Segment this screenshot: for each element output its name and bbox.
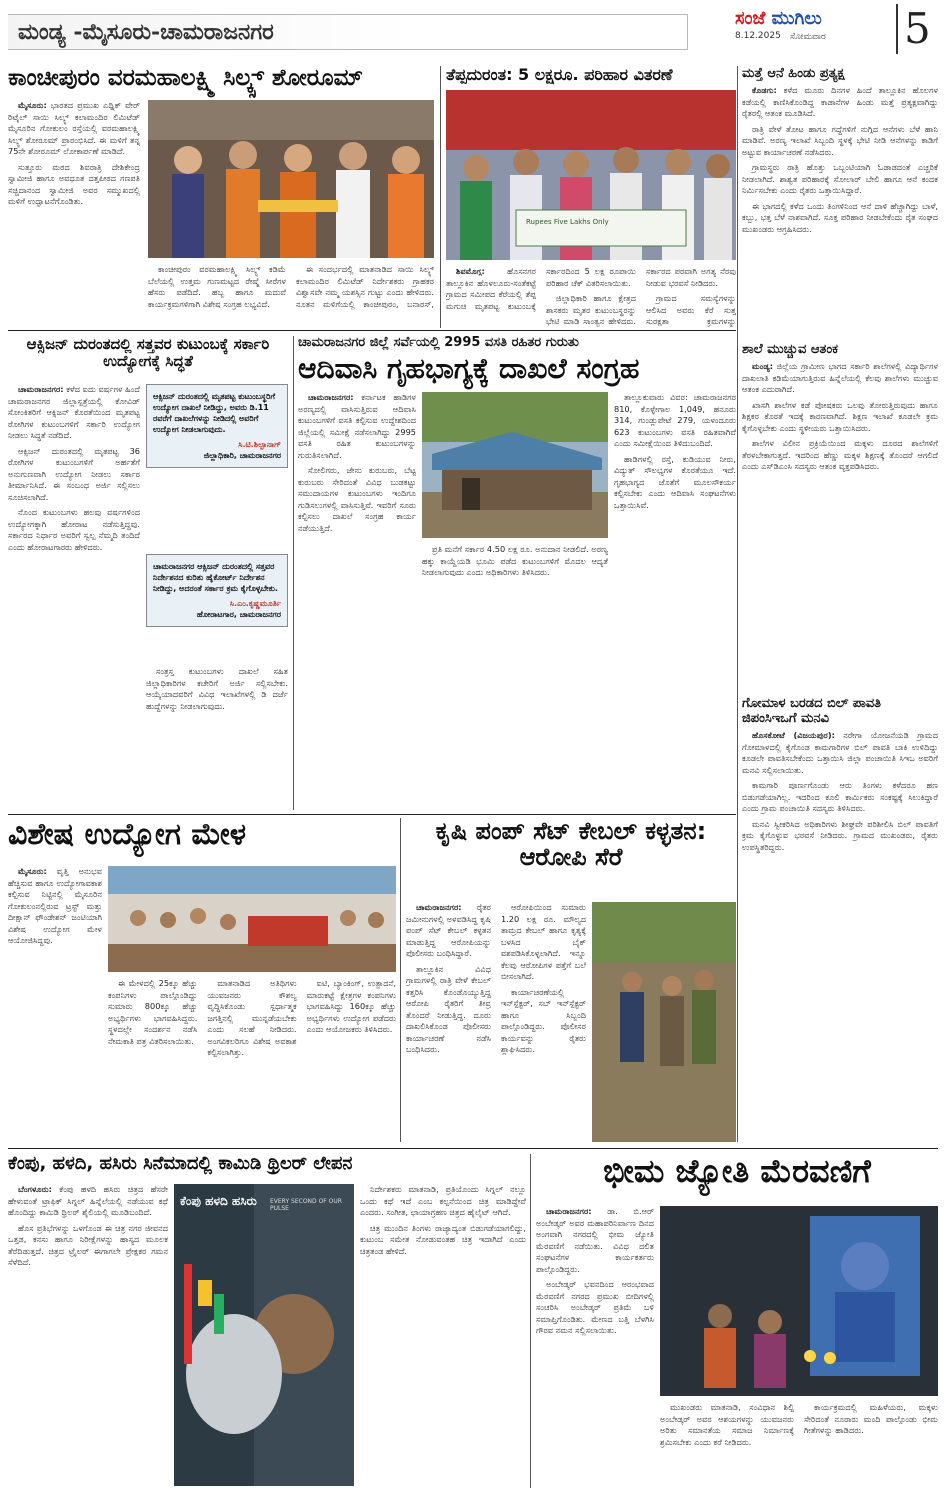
article-body-col2 <box>422 544 608 810</box>
article-photo <box>174 1184 354 1486</box>
body-paragraph: ಡಾ. ಬಿ.ಆರ್ ಅಂಬೇಡ್ಕರ್ ಅವರ ಮಹಾಪರಿನಿರ್ವಾಣ ದಿನದ ಅಂಗವಾಗಿ ನಗರದಲ್ಲಿ ಭೀಮ ಜ್ಯೋತಿ ಮೆರವಣಿಗೆ ನಡೆಯಿತು. ವಿವಿಧ ದಲಿತ ಸಂಘಟನೆಗಳ ಕಾರ್ಯಕರ್ತರು ಪಾಲ್ಗೊಂಡಿದ್ದರು. <box>536 1206 654 1274</box>
body-paragraph: ಸಂತ್ರಸ್ತ ಕುಟುಂಬಗಳು ದಾಖಲೆ ಸಹಿತ ಜಿಲ್ಲಾಧಿಕಾರಿಗಳ ಕಚೇರಿಗೆ ಅರ್ಜಿ ಸಲ್ಲಿಸಬೇಕು. ಆಯ್ಕೆಯಾದವರಿಗೆ ವಿವಿಧ ಇಲಾಖೆಗಳಲ್ಲಿ ಡಿ ದರ್ಜೆ ಹುದ್ದೆಗಳನ್ನು ನೀಡಲಾಗುವುದು. <box>146 666 288 711</box>
brand-part1: ಸಂಜೆ <box>735 8 766 29</box>
article-headline: ಕೃಷಿ ಪಂಪ್ ಸೆಟ್ ಕೇಬಲ್ ಕಳ್ಳತನ: ಆರೋಪಿ ಸೆರೆ <box>435 818 707 872</box>
body-paragraph: ಜಿಲ್ಲೆಯ ಗ್ರಾಮೀಣ ಭಾಗದ ಸರ್ಕಾರಿ ಶಾಲೆಗಳಲ್ಲಿ ವಿದ್ಯಾರ್ಥಿಗಳ ದಾಖಲಾತಿ ಕಡಿಮೆಯಾಗುತ್ತಿರುವ ಹಿನ್ನೆಲೆಯಲ್ಲಿ ಕೆಲವು ಶಾಲೆಗಳು ಮುಚ್ಚುವ ಆತಂಕ ಎದುರಾಗಿದೆ. <box>742 361 938 394</box>
article-bhima <box>536 1154 938 1488</box>
body-paragraph: ಕೆಂಪು ಹಳದಿ ಹಸಿರು ಚಿತ್ರದ ಹೆಸರೇ ಹೇಳುವಂತೆ ಟ್ರಾಫಿಕ್ ಸಿಗ್ನಲ್ ಹಿನ್ನೆಲೆಯಲ್ಲಿ ನಡೆಯುವ ಕಥೆ ಹೊಂದಿದ್ದು ಕಾಮಿಡಿ ಥ್ರಿಲರ್ ಶೈಲಿಯಲ್ಲಿ ಮೂಡಿಬಂದಿದೆ. <box>8 1184 168 1217</box>
article-kanchipuram <box>8 66 434 328</box>
quote-role: ಜಿಲ್ಲಾಧಿಕಾರಿ, ಚಾಮರಾಜನಗರ <box>203 451 281 460</box>
quote-box-activist <box>146 554 288 627</box>
issue-date: 8.12.2025 <box>735 31 781 41</box>
article-headline: ಕಾಂಚೀಪುರಂ ವರಮಹಾಲಕ್ಷ್ಮಿ ಸಿಲ್ಕ್ಸ್ ಶೋರೂಮ್ <box>8 66 363 91</box>
article-body-col1 <box>536 1206 654 1488</box>
column-divider <box>737 66 738 1142</box>
body-paragraph: ಕಾಮಗಾರಿ ಪೂರ್ಣಗೊಂಡು ಆರು ತಿಂಗಳು ಕಳೆದರೂ ಹಣ ಬಿಡುಗಡೆಯಾಗಿಲ್ಲ. ಇದರಿಂದ ಕೂಲಿ ಕಾರ್ಮಿಕರು ಸಂಕಷ್ಟಕ್ಕೆ ಸಿಲುಕಿದ್ದಾರೆ ಎಂದು ಗ್ರಾಮ ಪಂಚಾಯಿತಿ ಸದಸ್ಯರು ತಿಳಿಸಿದರು. <box>742 780 938 813</box>
article-headline: ಭೀಮ ಜ್ಯೋತಿ ಮೆರವಣಿಗೆ <box>603 1154 871 1190</box>
quote-name: ಸಿ.ಟಿ.ಶಿಲ್ಪಾನಾಗ್ <box>238 440 281 449</box>
body-paragraph: ಕರ್ನಾಟಕ ಹಾಡಿಗಳ ಅರಣ್ಯದಲ್ಲಿ ವಾಸಿಸುತ್ತಿರುವ ಆದಿವಾಸಿ ಕುಟುಂಬಗಳಿಗೆ ವಸತಿ ಕಲ್ಪಿಸುವ ಉದ್ದೇಶದಿಂದ ಜಿಲ್ಲೆಯಲ್ಲಿ ಸಮೀಕ್ಷೆ ನಡೆಸಲಾಗಿದ್ದು 2995 ವಸತಿ ರಹಿತ ಕುಟುಂಬಗಳನ್ನು ಗುರುತಿಸಲಾಗಿದೆ. <box>298 392 416 460</box>
article-body-col1 <box>8 384 140 810</box>
dateline: ಮಂಡ್ಯ: <box>752 361 774 371</box>
dateline: ಚಾಮರಾಜನಗರ: <box>416 902 462 912</box>
article-cinema <box>8 1154 526 1488</box>
article-photo <box>108 866 396 972</box>
article-photo <box>592 902 736 1142</box>
article-body <box>446 266 736 328</box>
article-school <box>742 342 938 686</box>
article-body-col1 <box>8 866 102 1142</box>
article-body-col1 <box>8 1184 168 1486</box>
body-paragraph: ರಾತ್ರಿ ವೇಳೆ ತೋಟ ಹಾಗೂ ಗದ್ದೆಗಳಿಗೆ ನುಗ್ಗಿದ ಆನೆಗಳು ಬೆಳೆ ಹಾನಿ ಮಾಡಿವೆ. ಅರಣ್ಯ ಇಲಾಖೆ ಸಿಬ್ಬಂದಿ ಸ್ಥಳಕ್ಕೆ ಭೇಟಿ ನೀಡಿ ಆನೆಗಳನ್ನು ಕಾಡಿಗೆ ಅಟ್ಟುವ ಕಾರ್ಯಾಚರಣೆ ನಡೆಸಿದರು. <box>742 123 938 157</box>
article-headline: ಆಕ್ಸಿಜನ್ ದುರಂತದಲ್ಲಿ ಸತ್ತವರ ಕುಟುಂಬಕ್ಕೆ ಸರ್ಕಾರಿ ಉದ್ಯೋಗಕ್ಕೆ ಸಿದ್ಧತೆ <box>26 336 270 370</box>
body-paragraph: ನೊಂದ ಕುಟುಂಬಗಳು ಹಲವು ವರ್ಷಗಳಿಂದ ಉದ್ಯೋಗಕ್ಕಾಗಿ ಹೋರಾಟ ನಡೆಸುತ್ತಿದ್ದವು. ಸರ್ಕಾರದ ನಿರ್ಧಾರ ಅವರಿಗೆ ಸ್ವಲ್ಪ ನೆಮ್ಮದಿ ತಂದಿದೆ ಎಂದು ಹೋರಾಟಗಾರರು ಹೇಳಿದರು. <box>8 507 140 552</box>
body-paragraph: ಕಾರ್ಯಾಚರಣೆಯಲ್ಲಿ ಇನ್‌ಸ್ಪೆಕ್ಟರ್, ಸಬ್ ಇನ್‌ಸ್ಪೆಕ್ಟರ್ ಹಾಗೂ ಸಿಬ್ಬಂದಿ ಪಾಲ್ಗೊಂಡಿದ್ದರು. ಪೊಲೀಸರ ಕಾರ್ಯವನ್ನು ರೈತರು ಶ್ಲಾಘಿಸಿದರು. <box>501 986 586 1054</box>
article-headline: ಮತ್ತೆ ಆನೆ ಹಿಂಡು ಪ್ರತ್ಯಕ್ಷ <box>742 66 845 81</box>
article-headline: ಆದಿವಾಸಿ ಗೃಹಭಾಗ್ಯಕ್ಕೆ ದಾಖಲೆ ಸಂಗ್ರಹ <box>298 352 640 386</box>
article-body-col3 <box>614 392 736 810</box>
article-body-col2 <box>660 1402 938 1488</box>
article-body-col2 <box>360 1184 526 1486</box>
article-headline: ಶಾಲೆ ಮುಚ್ಚುವ ಆತಂಕ <box>742 342 838 357</box>
row-divider <box>8 1148 938 1149</box>
dateline: ಕೊಡಗು: <box>752 85 777 95</box>
body-paragraph: ವೃತ್ತಿ ಅನುಭವ ಹೆಚ್ಚಿಸುವ ಹಾಗೂ ಉದ್ಯೋಗಾವಕಾಶ ಕಲ್ಪಿಸುವ ನಿಟ್ಟಿನಲ್ಲಿ ಮೈಸೂರಿನ ಗೋಕುಲಂನಲ್ಲಿರುವ ಟ್ರಸ್ಟ್ ಮತ್ತು ದೀಕ್ಷಾನ್ ಫೌಂಡೇಶನ್ ಜಂಟಿಯಾಗಿ ವಿಶೇಷ ಉದ್ಯೋಗ ಮೇಳ ಆಯೋಜಿಸಿದ್ದವು. <box>8 866 103 945</box>
body-paragraph: ಕಳೆದ ಐದು ವರ್ಷಗಳ ಹಿಂದೆ ಚಾಮರಾಜನಗರ ಜಿಲ್ಲಾಸ್ಪತ್ರೆಯಲ್ಲಿ ಕೋವಿಡ್ ಸೋಂಕಿತರಿಗೆ ಆಕ್ಸಿಜನ್ ಕೊರತೆಯಿಂದ ಮೃತಪಟ್ಟ ರೋಗಿಗಳ ಕುಟುಂಬಗಳಿಗೆ ಸರ್ಕಾರಿ ಉದ್ಯೋಗ ನೀಡಲು ಸಿದ್ಧತೆ ನಡೆದಿದೆ. <box>8 384 140 440</box>
body-paragraph: ಹೊಸನಗರ ತಾಲ್ಲೂಕಿನ ಹೊಳಲೂರು-ಸಂತೆಕಟ್ಟೆ ಗ್ರಾಮದ ಸಮೀಪದ ಕೆರೆಯಲ್ಲಿ ತೆಪ್ಪ ಮಗುಚಿ ಮೃತಪಟ್ಟ ಕುಟುಂಬಕ್ಕೆ ಸರ್ಕಾರದಿಂದ 5 ಲಕ್ಷ ರೂಪಾಯಿ ಪರಿಹಾರ ಚೆಕ್ ವಿತರಿಸಲಾಯಿತು. <box>446 266 636 311</box>
quote-text: ಆಕ್ಸಿಜನ್ ದುರಂತದಲ್ಲಿ ಮೃತಪಟ್ಟ ಕುಟುಂಬಸ್ಥರಿಗೆ ಉದ್ಯೋಗ ದಾಖಲೆ ನೀಡಿದ್ದು, ಅವರು ಡಿ.11 ರವರೆಗೆ ದಾಖಲೆಗಳನ್ನು ನೀಡಿದಲ್ಲಿ ಅವರಿಗೆ ಉದ್ಯೋಗ ನೀಡಲಾಗುವುದು. <box>153 392 276 434</box>
column-divider <box>440 66 441 328</box>
page-number: 5 <box>896 4 931 54</box>
article-oxygen <box>8 336 288 810</box>
article-headline: ಕೆಂಪು, ಹಳದಿ, ಹಸಿರು ಸಿನೆಮಾದಲ್ಲಿ ಕಾಮಿಡಿ ಥ್ರಿಲರ್ ಲೇಪನ <box>8 1154 353 1174</box>
article-headline: ತೆಪ್ಪದುರಂತ: 5 ಲಕ್ಷರೂ. ಪರಿಹಾರ ವಿತರಣೆ <box>446 66 673 84</box>
section-title: ಮಂಡ್ಯ -ಮೈಸೂರು-ಚಾಮರಾಜನಗರ <box>8 14 688 50</box>
body-paragraph: ಆಕ್ಸಿಜನ್ ದುರಂತದಲ್ಲಿ ಮೃತಪಟ್ಟ 36 ರೋಗಿಗಳ ಕುಟುಂಬಗಳಿಗೆ ಅರ್ಹತೆಗೆ ಅನುಗುಣವಾಗಿ ಉದ್ಯೋಗ ನೀಡಲು ಸರ್ಕಾರ ತೀರ್ಮಾನಿಸಿದೆ. ಈ ಸಂಬಂಧ ಅರ್ಜಿ ಸಲ್ಲಿಸಲು ಸೂಚಿಸಲಾಗಿದೆ. <box>8 445 140 502</box>
dateline: ಶಿವಮೊಗ್ಗ: <box>456 266 485 276</box>
body-paragraph: ಸುತ್ತೂರು ಮಠದ ಶಿವರಾತ್ರಿ ದೇಶಿಕೇಂದ್ರ ಸ್ವಾಮೀಜಿ ಹಾಗೂ ಅವಧೂತ ದತ್ತಪೀಠದ ಗಣಪತಿ ಸಚ್ಚಿದಾನಂದ ಸ್ವಾಮೀಜಿ ಅವರ ಸಮ್ಮುಖದಲ್ಲಿ ಮಳಿಗೆ ಉದ್ಘಾಟನೆಗೊಂಡಿತು. <box>8 161 140 206</box>
article-body <box>742 361 938 477</box>
quote-box-collector <box>146 384 288 468</box>
body-paragraph: ಸೋಲಿಗರು, ಜೇನು ಕುರುಬರು, ಬೆಟ್ಟ ಕುರುಬರು ಸೇರಿದಂತೆ ವಿವಿಧ ಬುಡಕಟ್ಟು ಸಮುದಾಯಗಳ ಕುಟುಂಬಗಳು ಇಂದಿಗೂ ಗುಡಿಸಲುಗಳಲ್ಲಿ ವಾಸಿಸುತ್ತಿವೆ. ಇವರಿಗೆ ಸೂರು ಕಲ್ಪಿಸಲು ದಾಖಲೆ ಸಂಗ್ರಹ ಕಾರ್ಯ ನಡೆಯುತ್ತಿದೆ. <box>298 465 416 533</box>
article-compensation <box>446 66 736 328</box>
article-tribal <box>298 336 736 810</box>
brand-name <box>735 8 885 29</box>
article-photo <box>660 1206 938 1396</box>
quote-text: ಚಾಮರಾಜನಗರ ಆಕ್ಸಿಜನ್ ದುರಂತದಲ್ಲಿ ಸತ್ತವರ ನಿರ್ದೇಶನದ ಕುರಿತು ಹೈಕೋರ್ಟ್ ನಿರ್ದೇಶನ ನೀಡಿದ್ದು, ಅದರಂತೆ ಸರ್ಕಾರ ಕ್ರಮ ಕೈಗೊಳ್ಳಬೇಕು. <box>153 562 278 593</box>
column-divider <box>400 818 401 1142</box>
body-paragraph: ಹೊಸ ಪ್ರತಿಭೆಗಳನ್ನು ಒಳಗೊಂಡ ಈ ಚಿತ್ರ ನಗರ ಜೀವನದ ಒತ್ತಡ, ಕನಸು ಹಾಗೂ ನಿರೀಕ್ಷೆಗಳನ್ನು ಹಾಸ್ಯದ ಮೂಲಕ ತೆರೆದಿಡುತ್ತದೆ. ಚಿತ್ರದ ಟ್ರೈಲರ್ ಈಗಾಗಲೇ ಪ್ರೇಕ್ಷಕರ ಗಮನ ಸೆಳೆದಿದೆ. <box>8 1222 168 1267</box>
dateline: ಬೆಂಗಳೂರು: <box>18 1184 52 1194</box>
page-header <box>0 0 945 58</box>
body-paragraph: ಕಾಂಚೀಪುರಂ ವರಮಹಾಲಕ್ಷ್ಮಿ ಸಿಲ್ಕ್ಸ್ ಕಡಿಮೆ ಬೆಲೆಯಲ್ಲಿ ಉತ್ತಮ ಗುಣಮಟ್ಟದ ರೇಷ್ಮೆ ಸೀರೆಗಳ ಹೆಸರು ಪಡೆದಿದೆ. ಹಬ್ಬ ಹಾಗೂ ಮದುವೆ ಕಾರ್ಯಕ್ರಮಗಳಿಗಾಗಿ ವಿಶೇಷ ಸಂಗ್ರಹ ಲಭ್ಯವಿದೆ. <box>148 264 286 309</box>
body-paragraph: ರೈತರ ಜಮೀನುಗಳಲ್ಲಿ ಅಳವಡಿಸಿದ್ದ ಕೃಷಿ ಪಂಪ್ ಸೆಟ್ ಕೇಬಲ್ ಕಳ್ಳತನ ಮಾಡುತ್ತಿದ್ದ ಆರೋಪಿಯನ್ನು ಪೊಲೀಸರು ಬಂಧಿಸಿದ್ದಾರೆ. <box>406 902 491 958</box>
body-paragraph: ಗ್ರಾಮಸ್ಥರು ರಾತ್ರಿ ಹೊತ್ತು ಒಬ್ಬಂಟಿಯಾಗಿ ಓಡಾಡದಂತೆ ಎಚ್ಚರಿಕೆ ನೀಡಲಾಗಿದೆ. ಶಾಶ್ವತ ಪರಿಹಾರಕ್ಕೆ ಸೋಲಾರ್ ಬೇಲಿ ಹಾಗೂ ಆನೆ ಕಂದಕ ನಿರ್ಮಿಸಬೇಕು ಎಂದು ರೈತರು ಒತ್ತಾಯಿಸಿದ್ದಾರೆ. <box>742 162 938 195</box>
body-paragraph: ಕಳೆದ ಮೂರು ದಿನಗಳ ಹಿಂದೆ ತಾಲ್ಲೂಕಿನ ಹೊಲಗಳ ಕಡೆಯಲ್ಲಿ ಕಾಣಿಸಿಕೊಂಡಿದ್ದ ಕಾಡಾನೆಗಳ ಹಿಂಡು ಮತ್ತೆ ಪ್ರತ್ಯಕ್ಷವಾಗಿದ್ದು ರೈತರಲ್ಲಿ ಆತಂಕ ಮೂಡಿಸಿದೆ. <box>742 85 938 118</box>
column-divider <box>530 1154 531 1488</box>
body-paragraph: ಈ ಭಾಗದಲ್ಲಿ ಕಳೆದ ಒಂದು ತಿಂಗಳಿನಿಂದ ಆನೆ ದಾಳಿ ಹೆಚ್ಚಾಗಿದ್ದು ಬಾಳೆ, ಕಬ್ಬು, ಭತ್ತ ಬೆಳೆ ನಾಶವಾಗಿದೆ. ಸೂಕ್ತ ಪರಿಹಾರ ನೀಡಬೇಕೆಂದು ರೈತ ಸಂಘದ ಮುಖಂಡರು ಆಗ್ರಹಿಸಿದರು. <box>742 200 938 234</box>
body-paragraph: ಮುಖಂಡರು ಮಾತನಾಡಿ, ಸಂವಿಧಾನ ಶಿಲ್ಪಿ ಅಂಬೇಡ್ಕರ್ ಅವರ ಆಶಯಗಳನ್ನು ಯುವಜನರು ಅರಿತು ಸಮಾನತೆಯ ಸಮಾಜ ನಿರ್ಮಾಣಕ್ಕೆ ಶ್ರಮಿಸಬೇಕು ಎಂದು ಕರೆ ನೀಡಿದರು. <box>660 1402 794 1447</box>
article-body-col1 <box>8 100 140 328</box>
article-gomala <box>742 696 938 1142</box>
body-paragraph: ಆರೋಪಿಯಿಂದ ಸುಮಾರು 1.20 ಲಕ್ಷ ರೂ. ಮೌಲ್ಯದ ತಾಮ್ರದ ಕೇಬಲ್ ಹಾಗೂ ಕೃತ್ಯಕ್ಕೆ ಬಳಸಿದ ಬೈಕ್ ವಶಪಡಿಸಿಕೊಳ್ಳಲಾಗಿದೆ. ಇನ್ನೂ ಕೆಲವು ಆರೋಪಿಗಳ ಪತ್ತೆಗೆ ಬಲೆ ಬೀಸಲಾಗಿದೆ. <box>501 902 586 981</box>
dateline: ಚಾಮರಾಜನಗರ: <box>546 1206 592 1216</box>
column-divider <box>293 336 294 810</box>
article-body-col2 <box>108 978 396 1142</box>
article-headline: ಗೋಮಾಳ ಬರಡದ ಬಿಲ್ ಪಾವತಿ ಜಿಪಂಸಿಇಒಗೆ ಮನವಿ <box>742 696 882 726</box>
body-paragraph: ನಿರ್ದೇಶಕರು ಮಾತನಾಡಿ, ಪ್ರತಿಯೊಂದು ಸಿಗ್ನಲ್ ನಲ್ಲೂ ಒಂದು ಕಥೆ ಇದೆ ಎಂಬ ಕಲ್ಪನೆಯಿಂದ ಚಿತ್ರ ಮಾಡಿದ್ದೇವೆ ಎಂದರು. ಸಂಗೀತ, ಛಾಯಾಗ್ರಹಣ ಚಿತ್ರದ ಹೈಲೈಟ್ ಆಗಿದೆ. <box>360 1184 526 1217</box>
article-body-col2 <box>146 666 288 810</box>
row-divider <box>8 814 736 815</box>
dateline: ಹೊಸಕೋಟೆ (ವಿಜಯಪುರ): <box>752 730 835 740</box>
article-photo <box>446 90 736 260</box>
quote-name: ಸಿ.ಎಂ.ಕೃಷ್ಣಮೂರ್ತಿ <box>229 599 281 608</box>
article-body-col2 <box>148 264 434 328</box>
dateline: ಮೈಸೂರು: <box>18 866 47 876</box>
body-paragraph: ಗ್ರಾಮದ ಸಮಸ್ಯೆಗಳನ್ನು ಆಲಿಸಿದ ಅವರು ಕೆರೆ ಸುತ್ತ ಸುರಕ್ಷತಾ ಕ್ರಮಗಳನ್ನು <box>646 293 736 326</box>
body-paragraph: ನರೇಗಾ ಯೋಜನೆಯಡಿ ಗ್ರಾಮದ ಗೋಮಾಳದಲ್ಲಿ ಕೈಗೊಂಡ ಕಾಮಗಾರಿಗಳ ಬಿಲ್ ಪಾವತಿ ಬಾಕಿ ಉಳಿದಿದ್ದು ಕೂಡಲೇ ಪಾವತಿಸಬೇಕೆಂದು ಒತ್ತಾಯಿಸಿ ಜಿಲ್ಲಾ ಪಂಚಾಯಿತಿ ಸಿಇಒ ಅವರಿಗೆ ಮನವಿ ಸಲ್ಲಿಸಲಾಯಿತು. <box>742 730 938 775</box>
article-photo <box>148 100 434 258</box>
article-body <box>406 902 586 1142</box>
body-paragraph: ಅಂಬೇಡ್ಕರ್ ಭವನದಿಂದ ಆರಂಭವಾದ ಮೆರವಣಿಗೆ ನಗರದ ಪ್ರಮುಖ ಬೀದಿಗಳಲ್ಲಿ ಸಂಚರಿಸಿ ಅಂಬೇಡ್ಕರ್ ಪ್ರತಿಮೆ ಬಳಿ ಸಮಾಪ್ತಿಗೊಂಡಿತು. ಮೇಣದ ಬತ್ತಿ ಬೆಳಗಿಸಿ ಗೌರವ ನಮನ ಸಲ್ಲಿಸಲಾಯಿತು. <box>536 1279 654 1335</box>
body-paragraph: ಈ ಸಂದರ್ಭದಲ್ಲಿ ಮಾತನಾಡಿದ ಸಾಯಿ ಸಿಲ್ಕ್ಸ್ ಕಲಾಮಂದಿರ ಲಿಮಿಟೆಡ್ ನಿರ್ದೇಶಕರು ಗ್ರಾಹಕರ ವಿಶ್ವಾಸವೇ ನಮ್ಮ ಯಶಸ್ಸಿನ ಗುಟ್ಟು ಎಂದು ಹೇಳಿದರು. ನೂತನ ಮಳಿಗೆಯಲ್ಲಿ ಕಾಂಚೀಪುರಂ, ಬನಾರಸ್, <box>296 264 434 309</box>
body-paragraph: ಜಿಲ್ಲಾಧಿಕಾರಿ ಹಾಗೂ ಕ್ಷೇತ್ರದ ಶಾಸಕರು ಮೃತರ ಕುಟುಂಬಸ್ಥರನ್ನು ಭೇಟಿ ಮಾಡಿ ಸಾಂತ್ವನ ಹೇಳಿದರು. ಸರ್ಕಾರದ ಪರವಾಗಿ ಅಗತ್ಯ ನೆರವು ನೀಡುವ ಭರವಸೆ ನೀಡಿದರು. <box>546 266 736 326</box>
quote-role: ಹೋರಾಟಗಾರ, ಚಾಮರಾಜನಗರ <box>196 610 281 619</box>
body-paragraph: ಕಾರ್ಯಕ್ರಮದಲ್ಲಿ ಮಹಿಳೆಯರು, ಮಕ್ಕಳು ಸೇರಿದಂತೆ ನೂರಾರು ಮಂದಿ ಪಾಲ್ಗೊಂಡು ಭೀಮ ಗೀತೆಗಳನ್ನು ಹಾಡಿದರು. <box>804 1402 938 1435</box>
article-kicker: ಚಾಮರಾಜನಗರ ಜಿಲ್ಲೆ ಸರ್ವೆಯಲ್ಲಿ 2995 ವಸತಿ ರಹಿತರ ಗುರುತು <box>298 336 579 350</box>
body-paragraph: ಪ್ರತಿ ಮನೆಗೆ ಸರ್ಕಾರ 4.50 ಲಕ್ಷ ರೂ. ಅನುದಾನ ನೀಡಲಿದೆ. ಅರಣ್ಯ ಹಕ್ಕು ಕಾಯ್ದೆಯಡಿ ಭೂಮಿ ಪಡೆದ ಕುಟುಂಬಗಳಿಗೆ ಮೊದಲ ಆದ್ಯತೆ ನೀಡಲಾಗುವುದು ಎಂದು ಅಧಿಕಾರಿಗಳು ತಿಳಿಸಿದರು. <box>422 544 608 577</box>
article-body-col1 <box>298 392 416 810</box>
body-paragraph: ಶಾಲೆಗಳ ವಿಲೀನ ಪ್ರಕ್ರಿಯೆಯಿಂದ ಮಕ್ಕಳು ದೂರದ ಶಾಲೆಗಳಿಗೆ ತೆರಳಬೇಕಾಗುತ್ತದೆ. ಇದರಿಂದ ಹೆಣ್ಣು ಮಕ್ಕಳ ಶಿಕ್ಷಣಕ್ಕೆ ತೊಂದರೆ ಆಗಲಿದೆ ಎಂದು ಎಸ್‌ಡಿಎಂಸಿ ಸದಸ್ಯರು ಆತಂಕ ವ್ಯಕ್ತಪಡಿಸಿದರು. <box>742 438 938 471</box>
article-headline: ವಿಶೇಷ ಉದ್ಯೋಗ ಮೇಳ <box>8 818 247 852</box>
article-body <box>742 85 938 345</box>
dateline: ಚಾಮರಾಜನಗರ: <box>18 384 64 394</box>
body-paragraph: ಮಾತನಾಡಿದ ಅತಿಥಿಗಳು ಯುವಜನರು ಕೌಶಲ್ಯ ವೃದ್ಧಿಸಿಕೊಂಡು ಸ್ಪರ್ಧಾತ್ಮಕ ಜಗತ್ತಿನಲ್ಲಿ ಮುನ್ನಡೆಯಬೇಕು ಎಂದು ಸಲಹೆ ನೀಡಿದರು. ಅಂಗವಿಕಲರಿಗೂ ವಿಶೇಷ ಅವಕಾಶ ಕಲ್ಪಿಸಲಾಗಿತ್ತು. <box>207 978 297 1057</box>
body-paragraph: ಮನವಿ ಸ್ವೀಕರಿಸಿದ ಅಧಿಕಾರಿಗಳು ಶೀಘ್ರವೇ ಪರಿಶೀಲಿಸಿ ಬಿಲ್ ಪಾವತಿಗೆ ಕ್ರಮ ಕೈಗೊಳ್ಳುವ ಭರವಸೆ ನೀಡಿದರು. ಗ್ರಾಮದ ಮುಖಂಡರು, ರೈತರು ಉಪಸ್ಥಿತರಿದ್ದರು. <box>742 818 938 852</box>
brand-part2: ಮುಗಿಲು <box>771 8 822 29</box>
body-paragraph: ಈ ಮೇಳದಲ್ಲಿ 25ಕ್ಕೂ ಹೆಚ್ಚು ಕಂಪನಿಗಳು ಪಾಲ್ಗೊಂಡಿದ್ದು ಸುಮಾರು 800ಕ್ಕೂ ಹೆಚ್ಚು ಅಭ್ಯರ್ಥಿಗಳು ಭಾಗವಹಿಸಿದ್ದರು. ಸ್ಥಳದಲ್ಲೇ ಸಂದರ್ಶನ ನಡೆಸಿ ನೇಮಕಾತಿ ಪತ್ರ ವಿತರಿಸಲಾಯಿತು. <box>108 978 198 1046</box>
body-paragraph: ಚಿತ್ರ ಮುಂದಿನ ತಿಂಗಳು ರಾಜ್ಯಾದ್ಯಂತ ಬಿಡುಗಡೆಯಾಗಲಿದ್ದು, ಕುಟುಂಬ ಸಮೇತ ನೋಡುವಂತಹ ಚಿತ್ರ ಇದಾಗಿದೆ ಎಂದು ಚಿತ್ರತಂಡ ಹೇಳಿದೆ. <box>360 1222 526 1256</box>
body-paragraph: ತಾಲ್ಲೂಕುವಾರು ವಿವರ: ಚಾಮರಾಜನಗರ 810, ಕೊಳ್ಳೇಗಾಲ 1,049, ಹನೂರು 314, ಗುಂಡ್ಲುಪೇಟೆ 279, ಯಳಂದೂರು 623 ಕುಟುಂಬಗಳು ವಸತಿ ರಹಿತವಾಗಿವೆ ಎಂದು ಸಮೀಕ್ಷೆಯಿಂದ ತಿಳಿದುಬಂದಿದೆ. <box>614 392 736 448</box>
body-paragraph: ಖಾಸಗಿ ಶಾಲೆಗಳ ಕಡೆ ಪೋಷಕರು ಒಲವು ತೋರುತ್ತಿರುವುದು ಹಾಗೂ ಶಿಕ್ಷಕರ ಕೊರತೆ ಇದಕ್ಕೆ ಕಾರಣವಾಗಿದೆ. ಶಿಕ್ಷಣ ಇಲಾಖೆ ಕೂಡಲೇ ಕ್ರಮ ಕೈಗೊಳ್ಳಬೇಕು ಎಂದು ಸ್ಥಳೀಯರು ಒತ್ತಾಯಿಸಿದರು. <box>742 399 938 433</box>
body-paragraph: ತಾಲ್ಲೂಕಿನ ವಿವಿಧ ಗ್ರಾಮಗಳಲ್ಲಿ ರಾತ್ರಿ ವೇಳೆ ಕೇಬಲ್ ಕತ್ತರಿಸಿ ಕೊಂಡೊಯ್ಯುತ್ತಿದ್ದ ಆರೋಪಿ ರೈತರಿಗೆ ತೀವ್ರ ತೊಂದರೆ ನೀಡುತ್ತಿದ್ದ. ದೂರು ದಾಖಲಿಸಿಕೊಂಡ ಪೊಲೀಸರು ಕಾರ್ಯಾಚರಣೆ ನಡೆಸಿ ಬಂಧಿಸಿದರು. <box>406 963 491 1054</box>
dateline: ಚಾಮರಾಜನಗರ: <box>308 392 354 402</box>
row-divider <box>8 330 736 331</box>
dateline: ಮೈಸೂರು: <box>18 100 47 110</box>
article-body <box>742 730 938 857</box>
article-cable <box>406 818 736 1142</box>
article-jobfair <box>8 818 396 1142</box>
body-paragraph: ಐಟಿ, ಬ್ಯಾಂಕಿಂಗ್, ಉತ್ಪಾದನೆ, ಮಾರುಕಟ್ಟೆ ಕ್ಷೇತ್ರಗಳ ಕಂಪನಿಗಳು ಭಾಗವಹಿಸಿದ್ದು 160ಕ್ಕೂ ಹೆಚ್ಚು ಅಭ್ಯರ್ಥಿಗಳು ಉದ್ಯೋಗ ಪಡೆದರು ಎಂದು ಆಯೋಜಕರು ತಿಳಿಸಿದರು. <box>306 978 396 1034</box>
article-photo <box>422 392 608 538</box>
issue-weekday: ಸೋಮವಾರ <box>790 32 826 42</box>
masthead-logo <box>735 8 885 52</box>
body-paragraph: ಭಾರತದ ಪ್ರಮುಖ ಎಥ್ನಿಕ್ ವೇರ್ ರಿಟೈಲ್ ಸಾಯಿ ಸಿಲ್ಕ್ಸ್ ಕಲಾಮಂದಿರ ಲಿಮಿಟೆಡ್ ಮೈಸೂರಿನ ಗೋಕುಲಂ ರಸ್ತೆಯಲ್ಲಿ ವರಮಹಾಲಕ್ಷ್ಮಿ ಸಿಲ್ಕ್ಸ್ ಶೋರೂಮ್ ಪ್ರಾರಂಭಿಸಿದೆ. ಈ ಮಳಿಗೆ ತನ್ನ 75ನೇ ಶೋರೂಮ್ ಲೋಕಾರ್ಪಣೆ ಮಾಡಿದೆ. <box>8 100 140 156</box>
poster-tagline: EVERY SECOND OF OUR PULSE <box>270 1198 342 1212</box>
cheque-text: Rupees Five Lakhs Only <box>526 218 609 226</box>
poster-title: ಕೆಂಪು ಹಳದಿ ಹಸಿರು <box>180 1194 257 1208</box>
body-paragraph: ಹಾಡಿಗಳಲ್ಲಿ ರಸ್ತೆ, ಕುಡಿಯುವ ನೀರು, ವಿದ್ಯುತ್ ಸೌಲಭ್ಯಗಳ ಕೊರತೆಯೂ ಇದೆ. ಗೃಹಭಾಗ್ಯದ ಜೊತೆಗೆ ಮೂಲಸೌಕರ್ಯ ಕಲ್ಪಿಸಬೇಕು ಎಂದು ಆದಿವಾಸಿ ಸಂಘಟನೆಗಳು ಒತ್ತಾಯಿಸಿವೆ. <box>614 453 736 510</box>
